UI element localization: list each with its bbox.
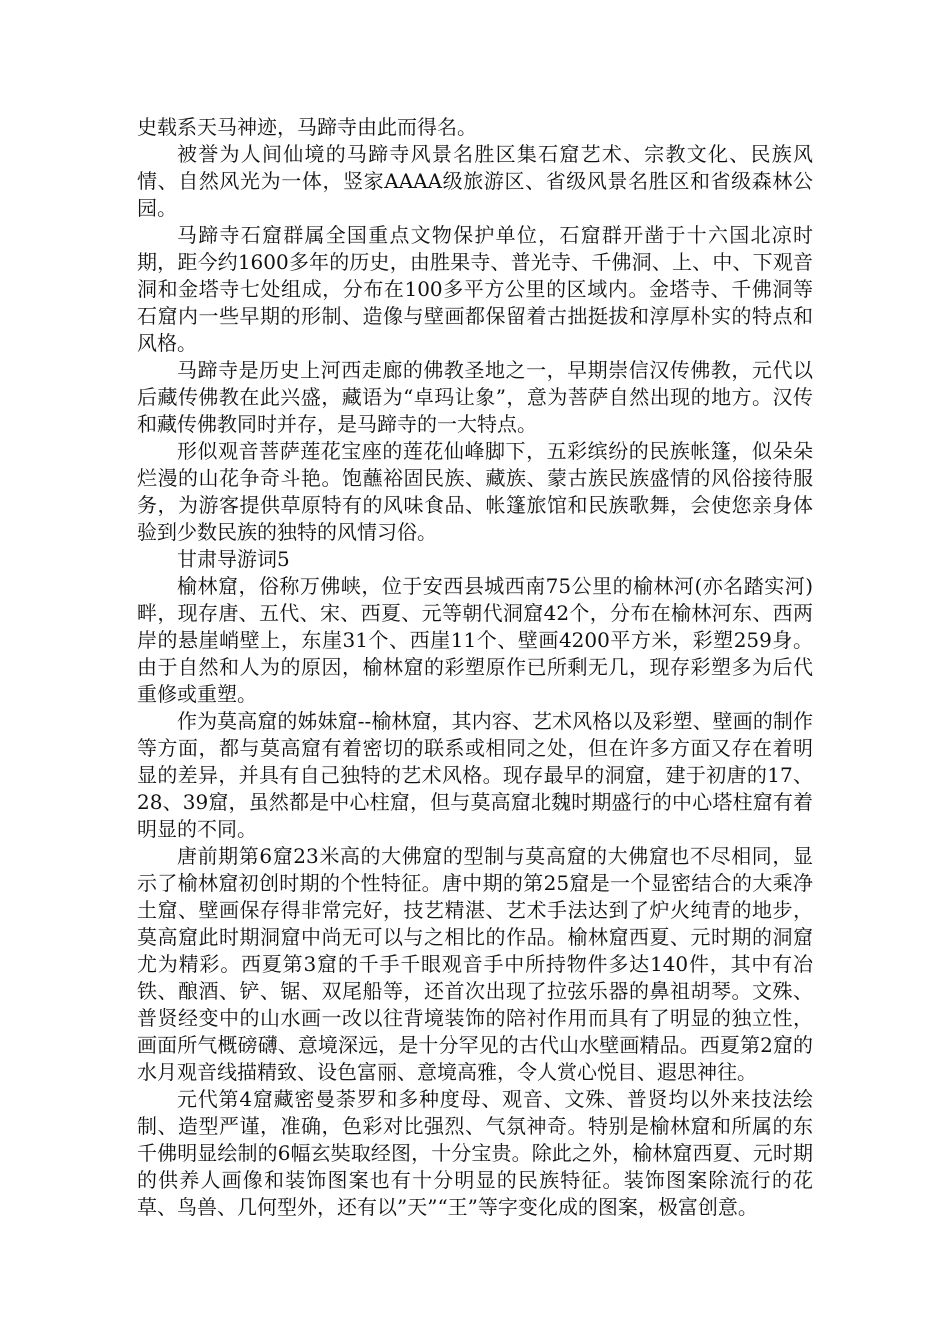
paragraph-1: 史载系天马神迹，马蹄寺由此而得名。 <box>137 115 477 139</box>
paragraph-2: 被誉为人间仙境的马蹄寺风景名胜区集石窟艺术、宗教文化、民族风情、自然风光为一体，竖家AAAA级旅游区、省级风景名胜区和省级森林公园。 <box>137 142 813 220</box>
document-body <box>137 114 813 1221</box>
paragraph-8: 唐前期第6窟23米高的大佛窟的型制与莫高窟的大佛窟也不尽相同，显示了榆林窟初创时期的个性特征。唐中期的第25窟是一个显密结合的大乘净土窟、壁画保存得非常完好，技艺精湛、艺术手法达到了炉火纯青的地步，莫高窟此时期洞窟中尚无可以与之相比的作品。榆林窟西夏、元时期的洞窟尤为精彩。西夏第3窟的千手千眼观音手中所持物件多达140件，其中有冶铁、酿酒、铲、锯、双尾船等，还首次出现了拉弦乐器的鼻祖胡琴。文殊、普贤经变中的山水画一改以往背境装饰的陪衬作用而具有了明显的独立性，画面所气概磅礴、意境深远，是十分罕见的古代山水壁画精品。西夏第2窟的水月观音线描精致、设色富丽、意境高雅，令人赏心悦目、遐思神往。 <box>137 844 813 1084</box>
paragraph-5: 形似观音菩萨莲花宝座的莲花仙峰脚下，五彩缤纷的民族帐篷，似朵朵烂漫的山花争奇斗艳。饱蘸裕固民族、藏族、蒙古族民族盛情的风俗接待服务，为游客提供草原特有的风味食品、帐篷旅馆和民族歌舞，会使您亲身体验到少数民族的独特的风情习俗。 <box>137 439 813 544</box>
paragraph-6: 榆林窟，俗称万佛峡，位于安西县城西南75公里的榆林河(亦名踏实河)畔，现存唐、五代、宋、西夏、元等朝代洞窟42个，分布在榆林河东、西两岸的悬崖峭壁上，东崖31个、西崖11个、壁画4200平方米，彩塑259身。由于自然和人为的原因，榆林窟的彩塑原作已所剩无几，现存彩塑多为后代重修或重塑。 <box>137 574 813 706</box>
paragraph-4: 马蹄寺是历史上河西走廊的佛教圣地之一，早期崇信汉传佛教，元代以后藏传佛教在此兴盛，藏语为“卓玛让象”，意为菩萨自然出现的地方。汉传和藏传佛教同时并存，是马蹄寺的一大特点。 <box>137 358 813 436</box>
section-heading: 甘肃导游词5 <box>177 547 290 571</box>
paragraph-9: 元代第4窟藏密曼荼罗和多种度母、观音、文殊、普贤均以外来技法绘制、造型严谨，准确，色彩对比强烈、气氛神奇。特别是榆林窟和所属的东千佛明显绘制的6幅玄奘取经图，十分宝贵。除此之外，榆林窟西夏、元时期的供养人画像和装饰图案也有十分明显的民族特征。装饰图案除流行的花草、鸟兽、几何型外，还有以”天”“王”等字变化成的图案，极富创意。 <box>137 1087 813 1219</box>
paragraph-7: 作为莫高窟的姊妹窟--榆林窟，其内容、艺术风格以及彩塑、壁画的制作等方面，都与莫高窟有着密切的联系或相同之处，但在许多方面又存在着明显的差异，并具有自己独特的艺术风格。现存最早的洞窟，建于初唐的17、28、39窟，虽然都是中心柱窟，但与莫高窟北魏时期盛行的中心塔柱窟有着明显的不同。 <box>137 709 813 841</box>
paragraph-3: 马蹄寺石窟群属全国重点文物保护单位，石窟群开凿于十六国北凉时期，距今约1600多年的历史，由胜果寺、普光寺、千佛洞、上、中、下观音洞和金塔寺七处组成，分布在100多平方公里的区域内。金塔寺、千佛洞等石窟内一些早期的形制、造像与壁画都保留着古拙挺拔和淳厚朴实的特点和风格。 <box>137 223 813 355</box>
